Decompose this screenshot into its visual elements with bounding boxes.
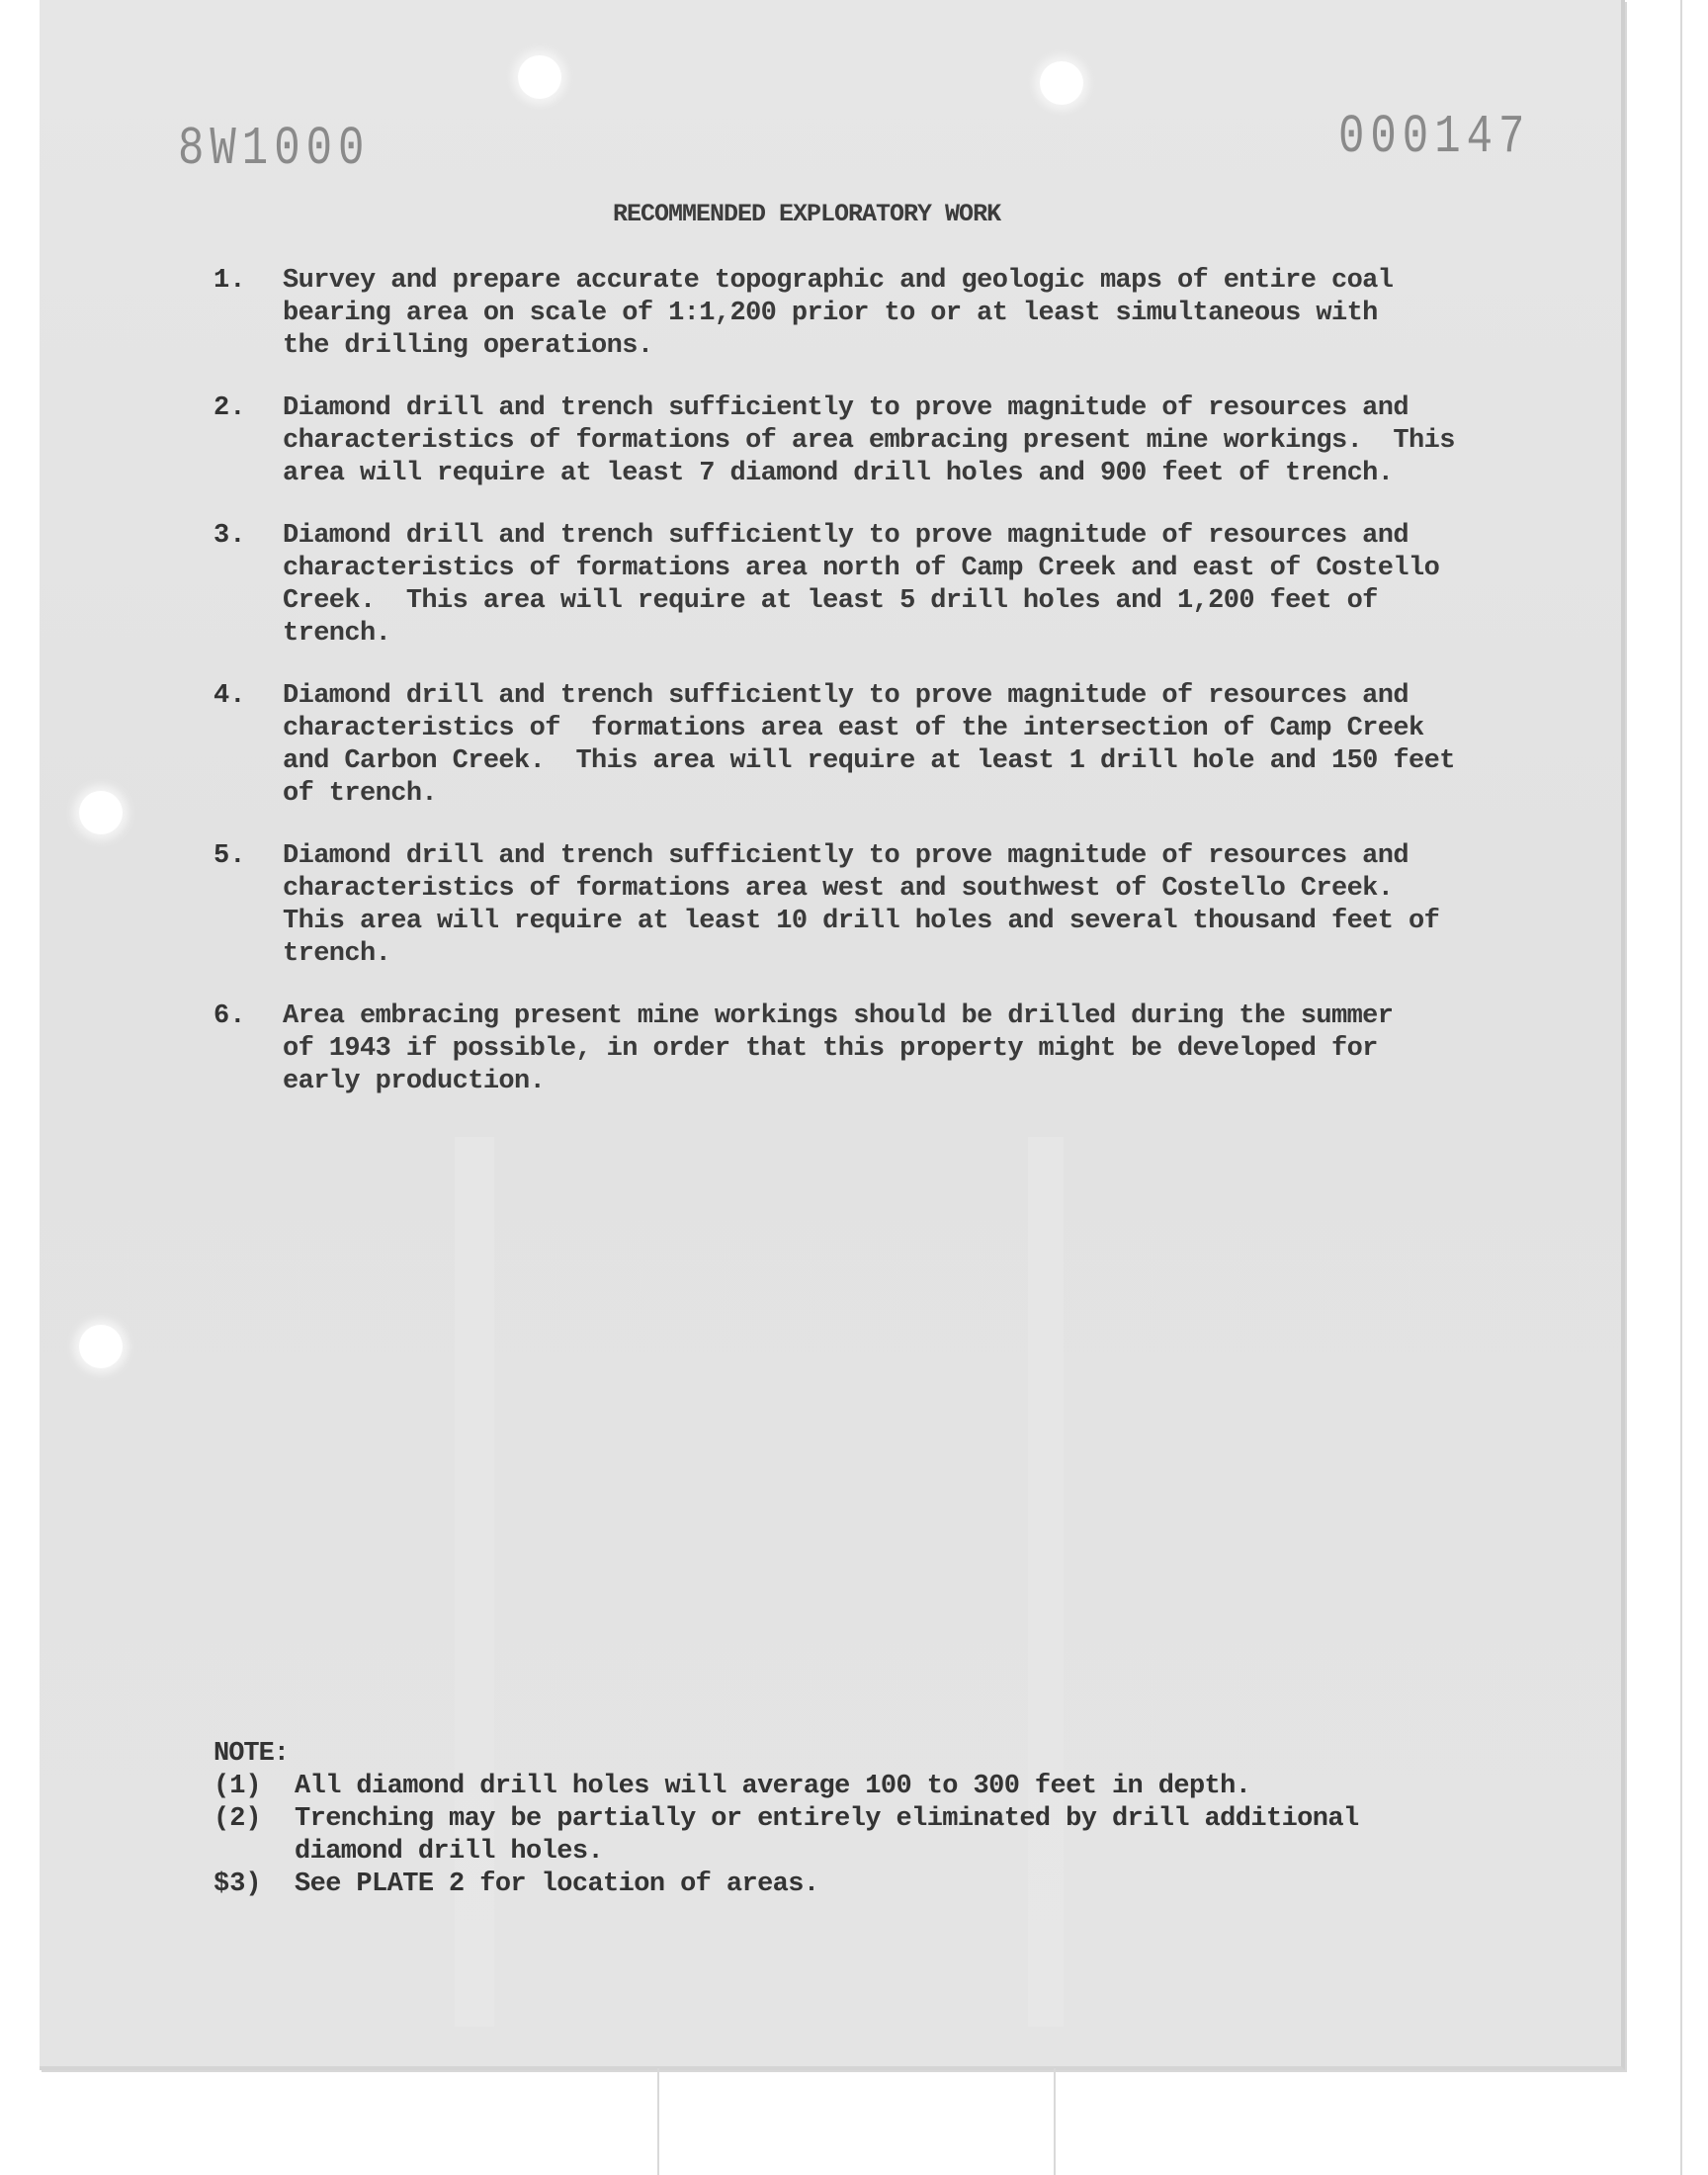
scan-edge-line	[1680, 0, 1682, 2175]
list-item	[214, 520, 1548, 651]
item-text: Survey and prepare accurate topographic and geologic maps of entire coal bearing area on scale of 1:1,200 prior to or at least simultaneous with the drilling operations.	[283, 266, 1394, 361]
note-text: See PLATE 2 for location of areas.	[295, 1870, 819, 1899]
list-item	[214, 1000, 1548, 1098]
item-number: 6.	[214, 1001, 246, 1031]
note-heading: NOTE:	[214, 1739, 290, 1769]
item-number: 1.	[214, 266, 246, 296]
note-section	[214, 1738, 1498, 1901]
item-text: Area embracing present mine workings should be drilled during the summer of 1943 if possible, in order that this property might be developed for early production.	[283, 1001, 1394, 1096]
list-item	[214, 840, 1548, 971]
stamp-right: 000147	[1338, 107, 1531, 169]
punch-hole-top-1	[518, 55, 561, 99]
page-title: RECOMMENDED EXPLORATORY WORK	[613, 200, 1001, 228]
item-number: 3.	[214, 521, 246, 551]
stamp-left: 8W1000	[178, 119, 371, 181]
item-text: Diamond drill and trench sufficiently to prove magnitude of resources and characteristics of formations area west and southwest of Costello Creek. This area will require at least 10 drill holes and several thousand feet of trench.	[283, 841, 1440, 969]
note-text: Trenching may be partially or entirely eliminated by drill additional diamond drill holes.	[295, 1804, 1359, 1867]
note-text: All diamond drill holes will average 100 to 300 feet in depth.	[295, 1772, 1251, 1801]
punch-hole-top-2	[1040, 61, 1083, 105]
note-entry	[214, 1771, 1498, 1803]
item-text: Diamond drill and trench sufficiently to prove magnitude of resources and characteristics of formations area north of Camp Creek and east of Costello Creek. This area will require at least 5 drill holes and 1,200 feet of trench.	[283, 521, 1440, 649]
punch-hole-left-2	[79, 1325, 123, 1368]
list-item	[214, 265, 1548, 363]
list-item	[214, 392, 1548, 490]
scan-edge-line	[1054, 2068, 1056, 2175]
list-item	[214, 680, 1548, 811]
punch-hole-left-1	[79, 791, 123, 834]
note-entry	[214, 1869, 1498, 1901]
item-number: 2.	[214, 393, 246, 423]
item-text: Diamond drill and trench sufficiently to prove magnitude of resources and characteristics of formations of area embracing present mine workings. This area will require at least 7 diamond drill holes and 900 feet of trench.	[283, 393, 1455, 488]
item-number: 5.	[214, 841, 246, 871]
note-entry	[214, 1803, 1498, 1869]
note-number: (2)	[214, 1804, 262, 1834]
note-number: (1)	[214, 1772, 262, 1801]
scan-edge-line	[657, 2068, 659, 2175]
recommendation-list	[214, 265, 1548, 1128]
note-number: $3)	[214, 1870, 262, 1899]
item-number: 4.	[214, 681, 246, 711]
item-text: Diamond drill and trench sufficiently to prove magnitude of resources and characteristics of formations area east of the intersection of Camp Creek and Carbon Creek. This area will require at least 1 drill hole and 150 feet of trench.	[283, 681, 1455, 809]
